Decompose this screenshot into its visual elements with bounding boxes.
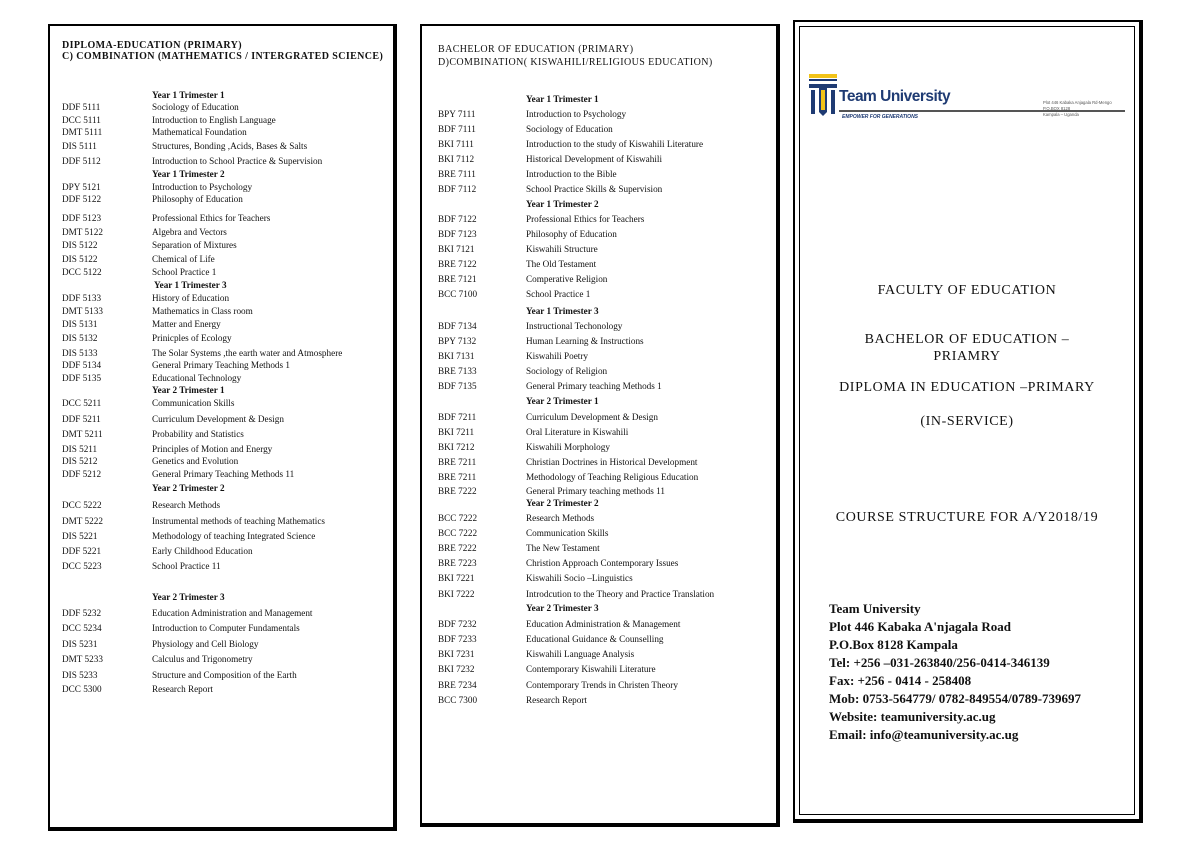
course-code: BCC 7300 xyxy=(438,695,478,705)
diploma-title: DIPLOMA IN EDUCATION –PRIMARY xyxy=(839,380,1095,395)
course-title: Kiswahili Poetry xyxy=(526,351,589,361)
course-code: BDF 7232 xyxy=(438,619,477,629)
course-code: BKI 7222 xyxy=(438,589,475,599)
course-code: DDF 5134 xyxy=(62,360,102,370)
panel2-heading-1: BACHELOR OF EDUCATION (PRIMARY) xyxy=(438,44,634,55)
logo-address-line-1: Plot 446 Kabaka Anjagala Rd-Mengo xyxy=(1043,100,1112,105)
course-title: Christian Doctrines in Historical Development xyxy=(526,457,698,467)
panel2-course-list xyxy=(422,26,776,823)
course-code: DCC 5300 xyxy=(62,684,102,694)
course-title: Introduction to the study of Kiswahili Literature xyxy=(526,139,704,149)
course-title: Sociology of Education xyxy=(526,124,613,134)
contact-fax: Fax: +256 - 0414 - 258408 xyxy=(829,673,972,688)
course-title: Sociology of Religion xyxy=(526,366,608,376)
course-code: BKI 7221 xyxy=(438,573,475,583)
trimester-heading: Year 2 Trimester 3 xyxy=(152,592,225,602)
course-title: Research Report xyxy=(526,695,587,705)
course-title: The New Testament xyxy=(526,543,600,553)
panel-bachelor-kiswahili-religious xyxy=(420,24,780,827)
course-code: DCC 5111 xyxy=(62,115,101,125)
course-code: BDF 7134 xyxy=(438,321,477,331)
course-code: DDF 5133 xyxy=(62,293,102,303)
course-code: BKI 7111 xyxy=(438,139,474,149)
course-code: DCC 5223 xyxy=(62,561,102,571)
course-code: BKI 7121 xyxy=(438,244,475,254)
course-code: DIS 5211 xyxy=(62,444,98,454)
contact-tel: Tel: +256 –031-263840/256-0414-346139 xyxy=(829,655,1050,670)
trimester-heading: Year 1 Trimester 1 xyxy=(152,90,225,100)
course-title: Christion Approach Contemporary Issues xyxy=(526,558,679,568)
course-title: Historical Development of Kiswahili xyxy=(526,154,662,164)
course-code: DMT 5233 xyxy=(62,654,103,664)
logo-address-line-2: P.O.BOX 8128 xyxy=(1043,106,1071,111)
course-title: History of Education xyxy=(152,293,230,303)
course-title: Communication Skills xyxy=(152,398,235,408)
course-title: Instrumental methods of teaching Mathematics xyxy=(152,516,325,526)
course-title: Structures, Bonding ,Acids, Bases & Salts xyxy=(152,141,308,151)
course-title: Introduction to Psychology xyxy=(152,182,253,192)
course-title: Early Childhood Education xyxy=(152,546,253,556)
contact-name: Team University xyxy=(829,601,921,616)
course-title: Algebra and Vectors xyxy=(152,227,227,237)
course-code: DDF 5221 xyxy=(62,546,102,556)
course-code: DDF 5123 xyxy=(62,213,102,223)
panel1-heading-2: C) COMBINATION (MATHEMATICS / INTERGRATED SCIENCE) xyxy=(62,51,384,62)
course-code: BDF 7123 xyxy=(438,229,477,239)
course-title: Mathematical Foundation xyxy=(152,127,247,137)
course-code: DIS 5111 xyxy=(62,141,97,151)
course-title: Instructional Techonology xyxy=(526,321,623,331)
course-title: School Practice 1 xyxy=(526,289,591,299)
logo-address-line-3: Kampala – Uganda xyxy=(1043,112,1079,117)
course-code: BDF 7233 xyxy=(438,634,477,644)
panel-diploma-math-science xyxy=(48,24,397,831)
course-title: Philosophy of Education xyxy=(526,229,617,239)
degree-title-line-1: BACHELOR OF EDUCATION – xyxy=(864,332,1070,347)
course-title: Introduction to Psychology xyxy=(526,109,627,119)
course-code: DIS 5221 xyxy=(62,531,98,541)
panel2-heading-2: D)COMBINATION( KISWAHILI/RELIGIOUS EDUCATION) xyxy=(438,57,713,68)
course-title: Principles of Motion and Energy xyxy=(152,444,273,454)
course-code: DIS 5212 xyxy=(62,456,98,466)
trimester-heading: Year 2 Trimester 1 xyxy=(152,385,225,395)
course-title: Professional Ethics for Teachers xyxy=(526,214,645,224)
trimester-heading: Year 2 Trimester 3 xyxy=(526,603,599,613)
course-title: Structure and Composition of the Earth xyxy=(152,670,297,680)
course-code: DCC 5211 xyxy=(62,398,102,408)
course-code: BRE 7211 xyxy=(438,457,477,467)
course-code: DDF 5211 xyxy=(62,414,101,424)
course-title: Research Report xyxy=(152,684,213,694)
course-title: School Practice Skills & Supervision xyxy=(526,184,663,194)
course-title: General Primary teaching Methods 1 xyxy=(526,381,662,391)
course-code: DIS 5132 xyxy=(62,333,98,343)
course-code: DMT 5122 xyxy=(62,227,103,237)
course-title: Comperative Religion xyxy=(526,274,608,284)
course-title: Professional Ethics for Teachers xyxy=(152,213,271,223)
course-title: Education Administration and Management xyxy=(152,608,313,618)
course-code: BRE 7133 xyxy=(438,366,477,376)
course-code: DCC 5222 xyxy=(62,500,102,510)
panel1-course-list xyxy=(50,26,393,827)
course-code: BDF 7112 xyxy=(438,184,477,194)
course-code: BCC 7100 xyxy=(438,289,478,299)
course-title: Methodology of Teaching Religious Education xyxy=(526,472,699,482)
course-code: BKI 7231 xyxy=(438,649,475,659)
course-code: BDF 7211 xyxy=(438,412,477,422)
course-code: BRE 7222 xyxy=(438,486,477,496)
course-title: Mathematics in Class room xyxy=(152,306,253,316)
course-code: BKI 7212 xyxy=(438,442,475,452)
trimester-heading: Year 1 Trimester 2 xyxy=(526,199,599,209)
course-code: DIS 5133 xyxy=(62,348,98,358)
course-title: Matter and Energy xyxy=(152,319,221,329)
course-title: Curriculum Development & Design xyxy=(526,412,658,422)
course-code: DDF 5212 xyxy=(62,469,102,479)
inservice-label: (IN-SERVICE) xyxy=(920,414,1014,429)
course-code: BRE 7223 xyxy=(438,558,477,568)
course-code: BCC 7222 xyxy=(438,528,478,538)
course-title: Kiswahili Morphology xyxy=(526,442,610,452)
course-code: BDF 7135 xyxy=(438,381,477,391)
course-code: DIS 5231 xyxy=(62,639,98,649)
course-title: Human Learning & Instructions xyxy=(526,336,644,346)
course-title: Oral Literature in Kiswahili xyxy=(526,427,629,437)
course-title: Separation of Mixtures xyxy=(152,240,237,250)
course-code: BRE 7122 xyxy=(438,259,477,269)
course-title: Introdcution to the Theory and Practice Translation xyxy=(526,589,715,599)
course-title: Education Administration & Management xyxy=(526,619,681,629)
course-title: Contemporary Trends in Christen Theory xyxy=(526,680,678,690)
contact-email: Email: info@teamuniversity.ac.ug xyxy=(829,727,1019,742)
course-title: Philosophy of Education xyxy=(152,194,243,204)
logo-tagline: EMPOWER FOR GENERATIONS xyxy=(842,114,919,120)
course-structure-title: COURSE STRUCTURE FOR A/Y2018/19 xyxy=(835,510,1099,525)
course-code: DIS 5122 xyxy=(62,240,98,250)
course-code: DCC 5234 xyxy=(62,623,102,633)
course-title: Calculus and Trigonometry xyxy=(152,654,253,664)
trimester-heading: Year 2 Trimester 1 xyxy=(526,396,599,406)
contact-website: Website: teamuniversity.ac.ug xyxy=(829,709,996,724)
course-code: BRE 7121 xyxy=(438,274,477,284)
course-code: DIS 5131 xyxy=(62,319,98,329)
course-title: School Practice 1 xyxy=(152,267,217,277)
course-title: Research Methods xyxy=(152,500,221,510)
course-title: Probability and Statistics xyxy=(152,429,244,439)
course-code: DIS 5233 xyxy=(62,670,98,680)
course-code: DDF 5112 xyxy=(62,156,101,166)
course-code: DMT 5211 xyxy=(62,429,103,439)
course-code: BKI 7232 xyxy=(438,664,475,674)
course-title: Research Methods xyxy=(526,513,595,523)
course-code: BPY 7132 xyxy=(438,336,477,346)
course-code: BKI 7131 xyxy=(438,351,475,361)
course-code: BPY 7111 xyxy=(438,109,476,119)
course-code: BRE 7234 xyxy=(438,680,477,690)
trimester-heading: Year 1 Trimester 3 xyxy=(526,306,599,316)
degree-title-line-2: PRIAMRY xyxy=(933,349,1001,364)
course-code: BDF 7122 xyxy=(438,214,477,224)
course-title: General Primary teaching methods 11 xyxy=(526,486,665,496)
logo-rule xyxy=(839,110,1125,112)
trimester-heading: Year 1 Trimester 1 xyxy=(526,94,599,104)
logo-text: Team University xyxy=(839,88,951,105)
course-title: The Old Testament xyxy=(526,259,597,269)
course-title: Physiology and Cell Biology xyxy=(152,639,259,649)
course-title: Contemporary Kiswahili Literature xyxy=(526,664,656,674)
course-code: DCC 5122 xyxy=(62,267,102,277)
course-title: School Practice 11 xyxy=(152,561,221,571)
course-code: DIS 5122 xyxy=(62,254,98,264)
contact-mob: Mob: 0753-564779/ 0782-849554/0789-739697 xyxy=(829,691,1082,706)
trimester-heading: Year 1 Trimester 3 xyxy=(154,280,227,290)
course-title: Kiswahili Socio –Linguistics xyxy=(526,573,633,583)
trimester-heading: Year 2 Trimester 2 xyxy=(526,498,599,508)
course-code: BKI 7112 xyxy=(438,154,475,164)
course-title: Kiswahili Structure xyxy=(526,244,598,254)
course-code: DMT 5133 xyxy=(62,306,103,316)
course-title: Kiswahili Language Analysis xyxy=(526,649,635,659)
course-code: DDF 5135 xyxy=(62,373,102,383)
course-title: Methodology of teaching Integrated Science xyxy=(152,531,316,541)
course-title: Genetics and Evolution xyxy=(152,456,239,466)
course-title: General Primary Teaching Methods 11 xyxy=(152,469,295,479)
contact-plot: Plot 446 Kabaka A'njagala Road xyxy=(829,619,1012,634)
course-title: Sociology of Education xyxy=(152,102,239,112)
course-code: DDF 5122 xyxy=(62,194,102,204)
course-code: BDF 7111 xyxy=(438,124,476,134)
trimester-heading: Year 1 Trimester 2 xyxy=(152,169,225,179)
course-title: Educational Technology xyxy=(152,373,242,383)
course-code: DDF 5111 xyxy=(62,102,101,112)
course-code: DPY 5121 xyxy=(62,182,101,192)
course-title: Curriculum Development & Design xyxy=(152,414,284,424)
course-code: BRE 7222 xyxy=(438,543,477,553)
course-code: DMT 5111 xyxy=(62,127,103,137)
panel1-heading-1: DIPLOMA-EDUCATION (PRIMARY) xyxy=(62,40,242,51)
course-title: Prinicples of Ecology xyxy=(152,333,232,343)
course-code: BRE 7111 xyxy=(438,169,476,179)
course-title: Chemical of Life xyxy=(152,254,215,264)
course-code: BKI 7211 xyxy=(438,427,475,437)
faculty-title: FACULTY OF EDUCATION xyxy=(877,283,1057,298)
trimester-heading: Year 2 Trimester 2 xyxy=(152,483,225,493)
course-code: DDF 5232 xyxy=(62,608,102,618)
course-title: Introduction to English Language xyxy=(152,115,276,125)
course-title: Communication Skills xyxy=(526,528,609,538)
contact-pobox: P.O.Box 8128 Kampala xyxy=(829,637,958,652)
course-code: BRE 7211 xyxy=(438,472,477,482)
course-title: General Primary Teaching Methods 1 xyxy=(152,360,290,370)
course-code: BCC 7222 xyxy=(438,513,478,523)
course-title: Introduction to Computer Fundamentals xyxy=(152,623,300,633)
team-university-logo-icon xyxy=(803,72,923,152)
course-title: Educational Guidance & Counselling xyxy=(526,634,664,644)
course-title: Introduction to School Practice & Supervision xyxy=(152,156,323,166)
course-code: DMT 5222 xyxy=(62,516,103,526)
panel-cover xyxy=(793,20,1143,823)
course-title: Introduction to the Bible xyxy=(526,169,617,179)
course-title: The Solar Systems ,the earth water and Atmosphere xyxy=(152,348,343,358)
